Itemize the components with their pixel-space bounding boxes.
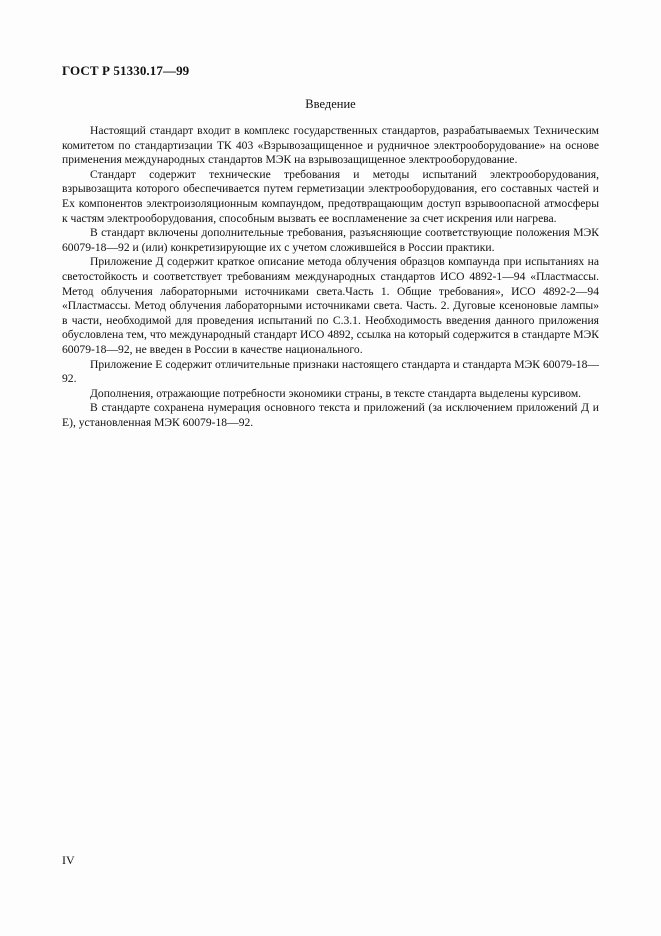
section-title: Введение bbox=[305, 97, 356, 111]
paragraph-additions: Дополнения, отражающие потребности экономики страны, в тексте стандарта выделены курсивом. bbox=[90, 386, 582, 400]
paragraph-appendix-d: Приложение Д содержит краткое описание метода облучения образцов компаунда при испытаниях на светостойкость и соответствует требованиям международных стандартов ИСО 4892-1—94 «Пластмассы. Метод облучения лабораторными источниками света.Часть 1. Общие требования», ИСО 4892-2—94 «Пластмассы. Метод облучения лабораторными источниками света. Часть. 2. Дуговые ксеноновые лампы» в части, необходимой для проведения испытаний по С.3.1. Необходимость введения данного приложения обусловлена тем, что международный стандарт ИСО 4892, ссылка на который содержится в стандарте МЭК 60079-18—92, не введен в России в качестве национального. bbox=[62, 255, 599, 356]
paragraph-additional-requirements: В стандарт включены дополнительные требования, разъясняющие соответствующие положения МЭК 60079-18—92 и (или) конкретизирующие их с учетом сложившейся в России практики. bbox=[62, 226, 599, 254]
paragraph-standard-content: Стандарт содержит технические требования и методы испытаний электрооборудования, взрывозащита которого обеспечивается путем герметизации электрооборудования, его составных частей и Ex компонентов электроизоляционным компаундом, предотвращающим доступ взрывоопасной атмосферы к частям электрооборудования, способным вызвать ее воспламенение за счет искрения или нагрева. bbox=[62, 167, 599, 225]
paragraph-standard-scope: Настоящий стандарт входит в комплекс государственных стандартов, разрабатываемых Техническим комитетом по стандартизации ТК 403 «Взрывозащищенное и рудничное электрооборудование» на основе применения международных стандартов МЭК на взрывозащищенное электрооборудование. bbox=[62, 124, 599, 167]
page-number: IV bbox=[62, 853, 75, 867]
paragraph-appendix-e: Приложение Е содержит отличительные признаки настоящего стандарта и стандарта МЭК 60079-18—92. bbox=[62, 357, 599, 386]
document-header: ГОСТ Р 51330.17—99 bbox=[62, 63, 190, 78]
introduction-body bbox=[62, 124, 599, 430]
paragraph-numbering: В стандарте сохранена нумерация основного текста и приложений (за исключением приложений Д и Е), установленная МЭК 60079-18—92. bbox=[62, 401, 599, 429]
